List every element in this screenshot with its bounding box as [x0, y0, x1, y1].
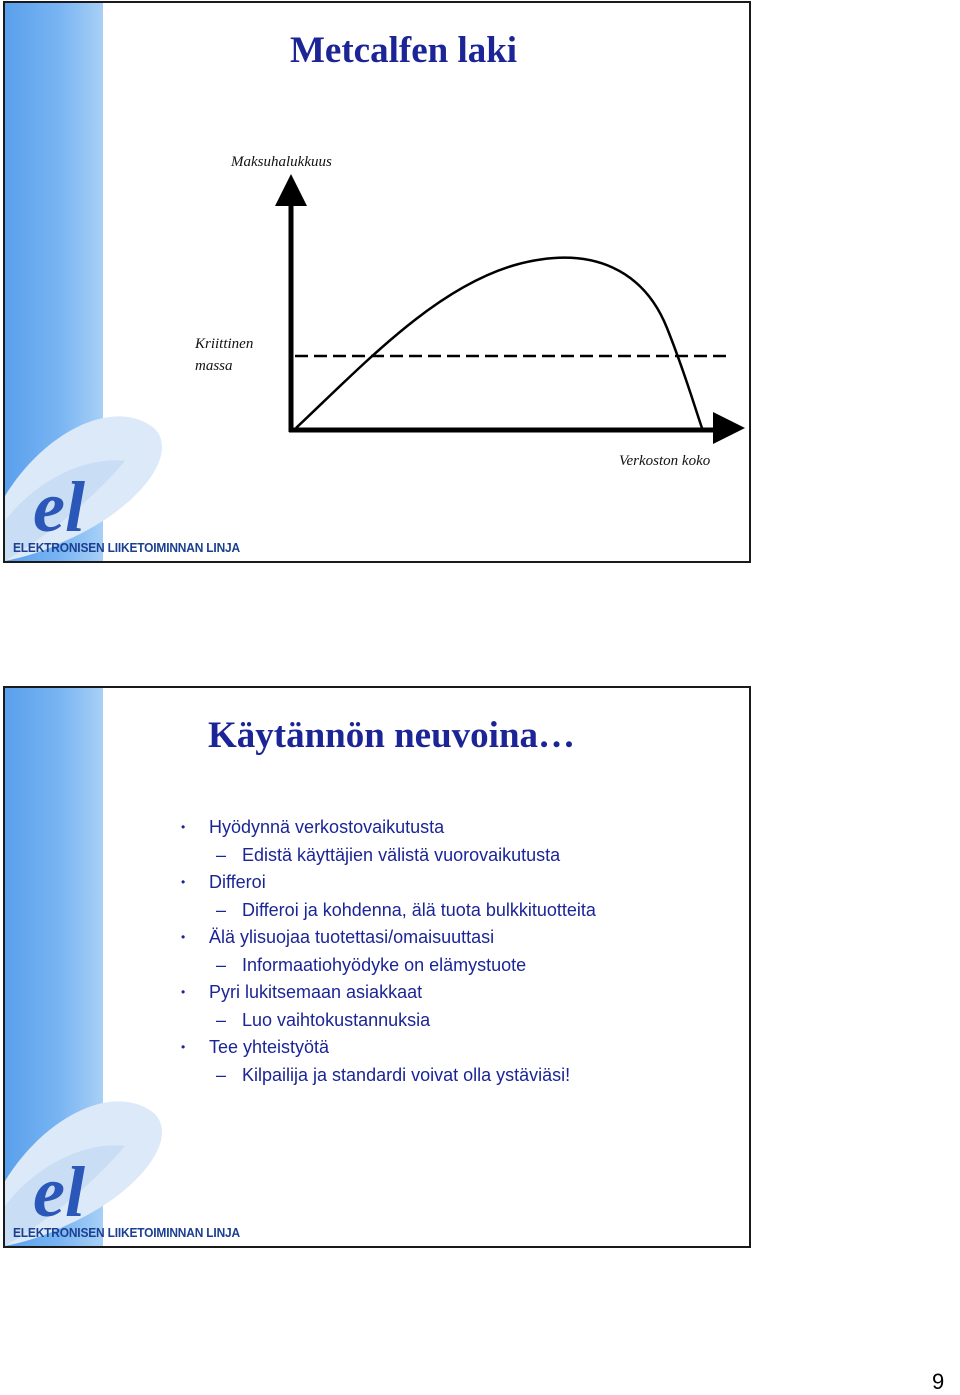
sub-bullet-item: [216, 954, 527, 976]
bullet-item: [181, 981, 423, 1003]
value-curve: [296, 258, 702, 428]
sub-bullet-text: Informaatiohyödyke on elämystuote: [242, 955, 527, 975]
dash-icon: –: [216, 900, 227, 920]
logo-text: ELEKTRONISEN LIIKETOIMINNAN LINJA: [13, 540, 240, 555]
sub-bullet-item: [216, 1009, 431, 1031]
sub-bullet-text: Edistä käyttäjien välistä vuorovaikutusta: [242, 845, 561, 865]
bullet-dot-icon: •: [181, 820, 186, 834]
bullet-text: Hyödynnä verkostovaikutusta: [209, 817, 445, 837]
bullet-dot-icon: •: [181, 1040, 186, 1054]
sub-bullet-text: Kilpailija ja standardi voivat olla ystäviäsi!: [242, 1065, 571, 1085]
y-axis-label: Maksuhalukkuus: [231, 154, 332, 170]
bullet-item: [181, 1036, 330, 1058]
dash-icon: –: [216, 845, 227, 865]
slide-practical-advice: [3, 686, 751, 1248]
bullet-dot-icon: •: [181, 985, 186, 999]
logo-swoosh: [5, 1086, 305, 1246]
page-number: 9: [932, 1369, 945, 1394]
bullet-item: [181, 871, 266, 893]
metcalfe-chart: [5, 3, 751, 563]
dash-icon: –: [216, 1065, 227, 1085]
x-axis-label: Verkoston koko: [619, 453, 711, 469]
logo-el-mark: el: [33, 467, 85, 547]
logo-el-mark: el: [33, 1152, 85, 1232]
dash-icon: –: [216, 1010, 227, 1030]
x-axis-arrowhead: [713, 412, 745, 444]
sub-bullet-item: [216, 899, 596, 921]
logo-text: ELEKTRONISEN LIIKETOIMINNAN LINJA: [13, 1225, 240, 1240]
dash-icon: –: [216, 955, 227, 975]
sub-bullet-text: Luo vaihtokustannuksia: [242, 1010, 431, 1030]
bullet-text: Pyri lukitsemaan asiakkaat: [209, 982, 423, 1002]
bullet-item: [181, 816, 445, 838]
slide-title: Käytännön neuvoina…: [208, 715, 576, 756]
bullet-dot-icon: •: [181, 875, 186, 889]
slide-metcalfe: [3, 1, 751, 563]
critical-mass-label: Kriittinen massa: [195, 336, 254, 374]
sub-bullet-text: Differoi ja kohdenna, älä tuota bulkkituotteita: [242, 900, 596, 920]
bullet-dot-icon: •: [181, 930, 186, 944]
sub-bullet-item: [216, 844, 561, 866]
sub-bullet-item: [216, 1064, 571, 1086]
bullet-text: Differoi: [209, 872, 266, 892]
bullet-text: Tee yhteistyötä: [209, 1037, 330, 1057]
bullet-item: [181, 926, 495, 948]
slide-title: Metcalfen laki: [290, 30, 518, 71]
bullet-text: Älä ylisuojaa tuotettasi/omaisuuttasi: [209, 927, 495, 947]
